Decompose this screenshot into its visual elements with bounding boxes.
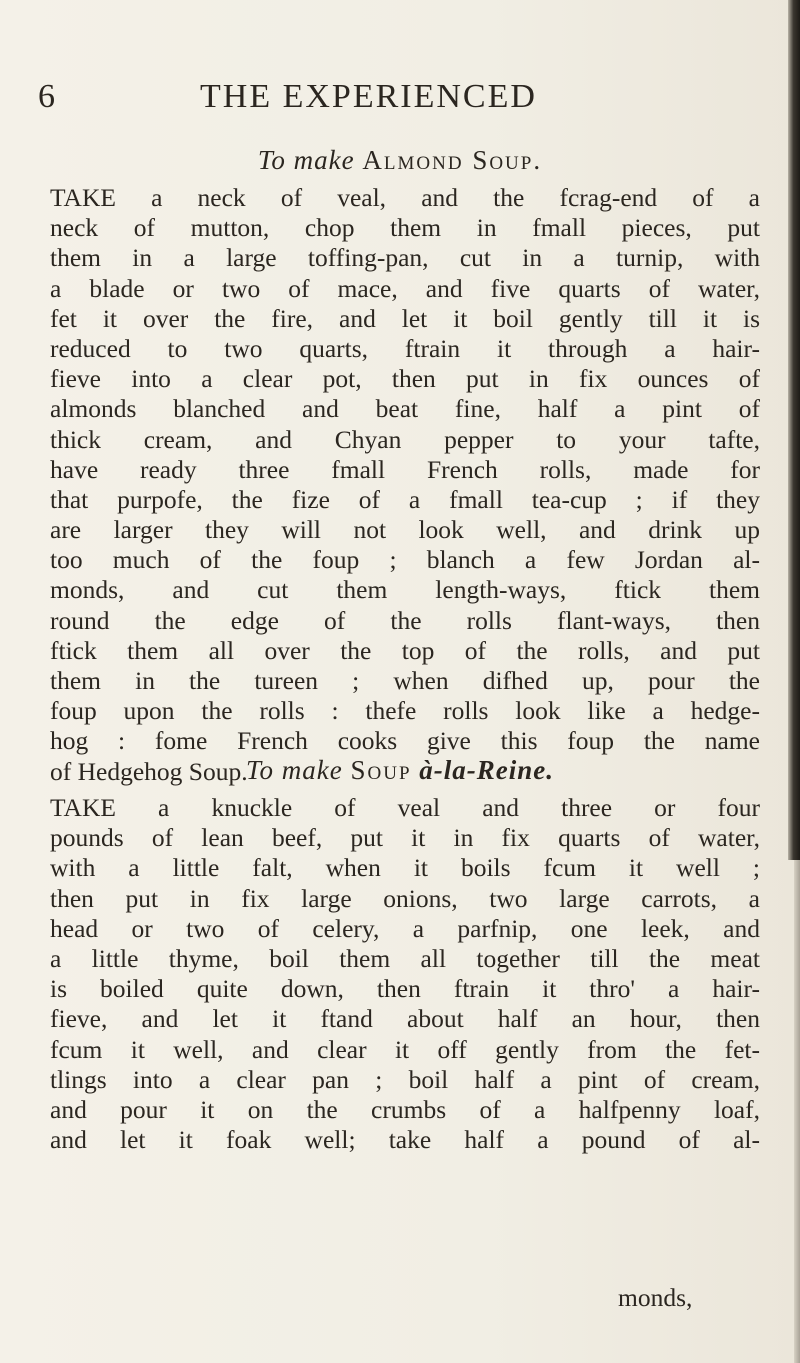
text-line: thick cream, and Chyan pepper to your tafte, (50, 424, 760, 454)
recipe-title-suffix: à-la-Reine. (419, 755, 555, 785)
text-line: with a little falt, when it boils fcum it well ; (50, 853, 760, 883)
text-line: is boiled quite down, then ftrain it thro' a hair- (50, 974, 760, 1004)
running-head: THE EXPERIENCED (200, 78, 537, 115)
page-number: 6 (38, 78, 56, 115)
catchword: monds, (618, 1283, 693, 1312)
text-line: hog : fome French cooks give this foup the name (50, 726, 760, 756)
text-line: of Hedgehog Soup. (50, 756, 248, 786)
recipe-title-lead: To make (257, 145, 355, 175)
recipe-title-lead: To make (245, 755, 343, 785)
text-line: fieve, and let it ftand about half an hour, then (50, 1004, 760, 1034)
text-line: reduced to two quarts, ftrain it through a hair- (50, 333, 760, 363)
text-line: have ready three fmall French rolls, made for (50, 454, 760, 484)
text-line: then put in fix large onions, two large carrots, a (50, 883, 760, 913)
recipe-title-soup-a-la-reine (0, 755, 800, 786)
text-line: monds, and cut them length-ways, ftick them (50, 575, 760, 605)
recipe-title-name: Almond Soup. (362, 145, 543, 175)
text-line: pounds of lean beef, put it in fix quarts of water, (50, 823, 760, 853)
recipe-body-soup-a-la-reine (50, 793, 760, 1155)
text-line: fet it over the fire, and let it boil gently till it is (50, 303, 760, 333)
text-line: TAKE a neck of veal, and the fcrag-end of a (50, 183, 760, 212)
text-line: neck of mutton, chop them in fmall pieces, put (50, 213, 760, 243)
text-line: foup upon the rolls : thefe rolls look like a hedge- (50, 696, 760, 726)
text-line: head or two of celery, a parfnip, one leek, and (50, 913, 760, 943)
recipe-title-almond-soup (0, 145, 800, 176)
text-line: that purpofe, the fize of a fmall tea-cup ; if they (50, 484, 760, 514)
text-line: too much of the foup ; blanch a few Jordan al- (50, 545, 760, 575)
text-line: fieve into a clear pot, then put in fix ounces of (50, 364, 760, 394)
text-line: tlings into a clear pan ; boil half a pint of cream, (50, 1064, 760, 1094)
page-binding-edge (788, 0, 800, 860)
page-edge-shadow (794, 860, 800, 1363)
text-line: are larger they will not look well, and drink up (50, 515, 760, 545)
text-line: a little thyme, boil them all together till the meat (50, 943, 760, 973)
text-line: them in the tureen ; when difhed up, pour the (50, 666, 760, 695)
text-line: a blade or two of mace, and five quarts of water, (50, 273, 760, 303)
text-line: TAKE a knuckle of veal and three or four (50, 793, 760, 822)
recipe-body-almond-soup (50, 183, 760, 787)
text-line: and pour it on the crumbs of a halfpenny loaf, (50, 1094, 760, 1124)
page-header (0, 78, 800, 118)
text-line: them in a large toffing-pan, cut in a turnip, with (50, 243, 760, 273)
text-line: fcum it well, and clear it off gently from the fet- (50, 1034, 760, 1064)
recipe-title-name: Soup (350, 755, 412, 785)
text-line: and let it foak well; take half a pound of al- (50, 1125, 760, 1155)
text-line: ftick them all over the top of the rolls, and put (50, 635, 760, 665)
text-line: round the edge of the rolls flant-ways, then (50, 605, 760, 635)
text-line: almonds blanched and beat fine, half a pint of (50, 394, 760, 424)
